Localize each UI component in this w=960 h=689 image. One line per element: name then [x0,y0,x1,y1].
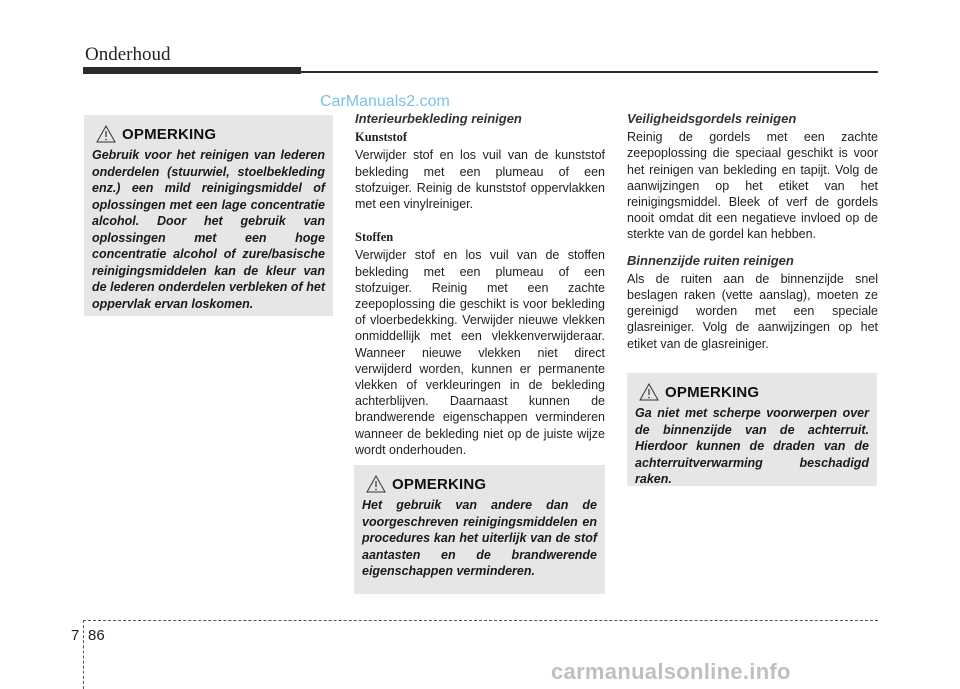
page-number: 86 [88,627,105,644]
notice-header [639,383,869,401]
section-title-interior: Interieurbekleding reinigen [355,111,522,126]
watermark-bottom: carmanualsonline.info [551,659,791,684]
notice-header [96,125,325,143]
paragraph-kunststof: Verwijder stof en los vuil van de kunststof bekleding met een plumeau of een stofzuiger. Reinig de kunststof oppervlakken met een vinylreiniger. [355,148,605,212]
header-rule-thick [83,67,301,74]
notice-body: Gebruik voor het reinigen van lederen onderdelen (stuurwiel, stoelbekleding enz.) een mild reinigingsmiddel of oplossingen met een lage concentratie alcohol. Door het gebruik van oplossingen met een hoge concentratie alcohol of zure/basische reinigingsmiddelen kan de kleur van de lederen onderdelen verbleken of het oppervlak ervan loskomen. [92,148,325,311]
subtitle-kunststof: Kunststof [355,130,408,145]
notice-box-left [84,115,333,316]
notice-title: OPMERKING [122,125,217,143]
column-right [627,111,878,352]
notice-box-middle [354,465,605,594]
warning-triangle-icon [366,475,386,493]
section-title-belts: Veiligheidsgordels reinigen [627,111,797,126]
paragraph-windows: Als de ruiten aan de binnenzijde snel beslagen raken (vette aanslag), moeten ze gereinigd worden met een speciale glasreiniger. Volg de aanwijzingen op het etiket van de glasreiniger. [627,271,878,351]
watermark-top: CarManuals2.com [320,93,450,110]
notice-title: OPMERKING [392,475,487,493]
paragraph-stoffen: Verwijder stof en los vuil van de stoffen bekleding met een plumeau of een stofzuiger. Reinig met een zachte zeepoplossing die geschikt is voor bekleding of vloerbedekking. Verwijder nieuwe vlekken onmiddellijk met een vlekkenverwijderaar. Wanneer nieuwe vlekken niet direct verwijderd worden, kunnen er permanente vlekken of verkleuringen in de bekleding achterblijven. Daarnaast kunnen de brandwerende eigenschappen verminderen wanneer de bekleding niet op de juiste wijze wordt onderhouden. [355,248,605,457]
footer-divider [83,620,84,689]
warning-triangle-icon [639,383,659,401]
page-title: Onderhoud [85,44,171,65]
chapter-number: 7 [71,627,80,644]
subtitle-stoffen: Stoffen [355,230,394,245]
column-middle [355,111,605,458]
notice-box-right [627,373,877,486]
section-title-windows: Binnenzijde ruiten reinigen [627,252,794,268]
notice-body: Ga niet met scherpe voorwerpen over de binnenzijde van de achterruit. Hierdoor kunnen de draden van de achterruitverwarming beschadigd raken. [635,406,869,486]
notice-title: OPMERKING [665,383,760,401]
paragraph-belts: Reinig de gordels met een zachte zeepoplossing die speciaal geschikt is voor het reinigen van bekleding en tapijt. Volg de aanwijzingen op het etiket van het reinigingsmiddel. Bleek of verf de gordels nooit omdat dit een negatieve invloed op de sterkte van de gordel kan hebben. [627,130,878,242]
footer-rule [83,620,878,621]
notice-header [366,475,597,493]
warning-triangle-icon [96,125,116,143]
header-rule-thin [301,71,878,73]
notice-body: Het gebruik van andere dan de voorgeschreven reinigingsmiddelen en procedures kan het uiterlijk van de stof aantasten en de brandwerende eigenschappen verminderen. [362,498,597,578]
